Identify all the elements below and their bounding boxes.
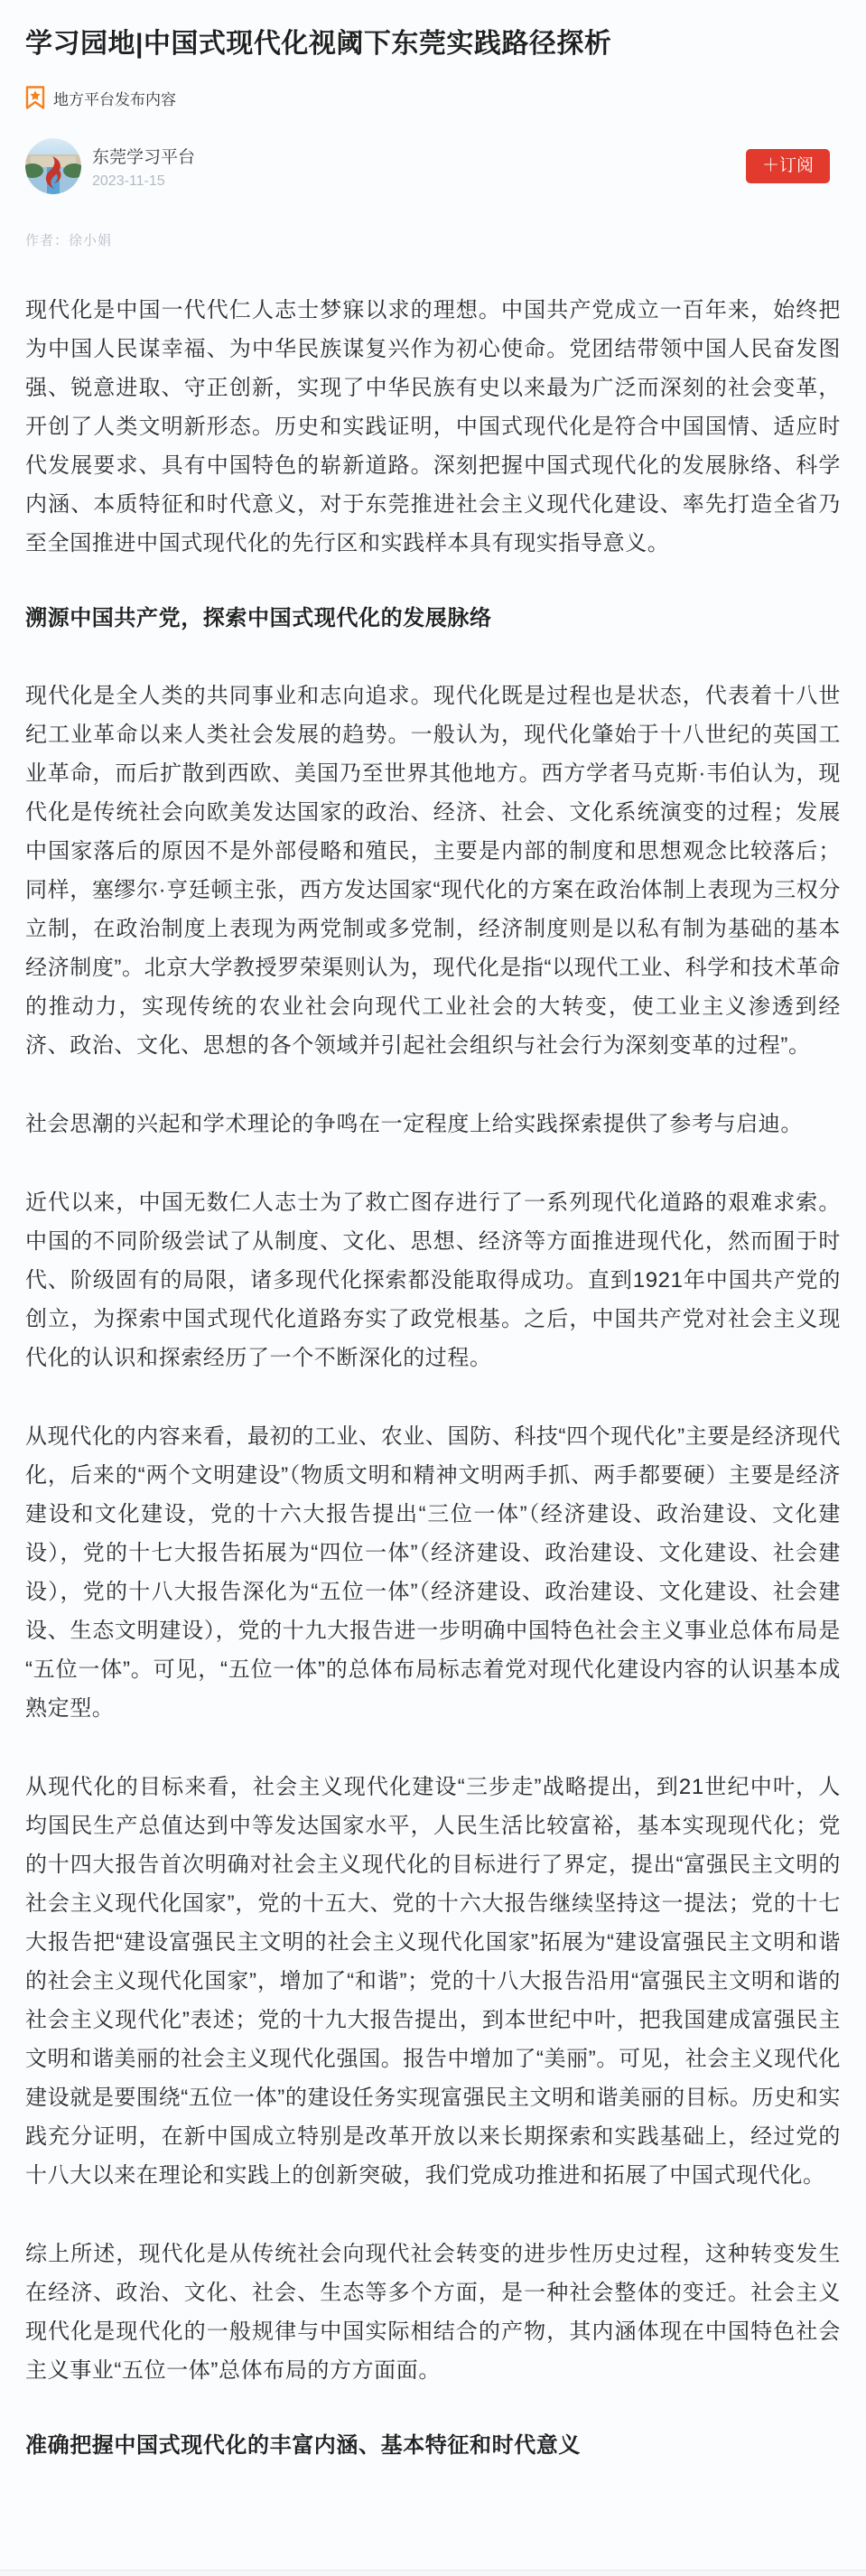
article-paragraph: 从现代化的内容来看，最初的工业、农业、国防、科技“四个现代化”主要是经济现代化，后来的“两个文明建设”（物质文明和精神文明两手抓、两手都要硬）主要是经济建设和文化建设，党的十六大报告提出“三位一体”（经济建设、政治建设、文化建设），党的十七大报告拓展为“四位一体”（经济建设、政治建设、文化建设、社会建设），党的十八大报告深化为“五位一体”（经济建设、政治建设、文化建设、社会建设、生态文明建设），党的十九大报告进一步明确中国特色社会主义事业总体布局是“五位一体”。可见，“五位一体”的总体布局标志着党对现代化建设内容的认识基本成熟定型。 bbox=[25, 1424, 841, 1721]
publisher-avatar[interactable] bbox=[25, 138, 81, 194]
publisher-meta bbox=[92, 144, 746, 190]
article-paragraph: 近代以来，中国无数仁人志士为了救亡图存进行了一系列现代化道路的艰难求索。中国的不同阶级尝试了从制度、文化、思想、经济等方面推进现代化，然而囿于时代、阶级固有的局限，诸多现代化探索都没能取得成功。直到1921年中国共产党的创立，为探索中国式现代化道路夯实了政党根基。之后，中国共产党对社会主义现代化的认识和探索经历了一个不断深化的过程。 bbox=[25, 1190, 841, 1370]
bookmark-star-icon bbox=[25, 86, 45, 109]
section-heading: 溯源中国共产党，探索中国式现代化的发展脉络 bbox=[25, 606, 492, 630]
article-paragraph: 综上所述，现代化是从传统社会向现代社会转变的进步性历史过程，这种转变发生在经济、政治、文化、社会、生态等多个方面，是一种社会整体的变迁。社会主义现代化是现代化的一般规律与中国实际相结合的产物，其内涵体现在中国特色社会主义事业“五位一体”总体布局的方方面面。 bbox=[25, 2242, 841, 2383]
article-paragraph: 现代化是全人类的共同事业和志向追求。现代化既是过程也是状态，代表着十八世纪工业革命以来人类社会发展的趋势。一般认为，现代化肇始于十八世纪的英国工业革命，而后扩散到西欧、美国乃至世界其他地方。西方学者马克斯·韦伯认为，现代化是传统社会向欧美发达国家的政治、经济、社会、文化系统演变的过程；发展中国家落后的原因不是外部侵略和殖民，主要是内部的制度和思想观念比较落后；同样，塞缪尔·亨廷顿主张，西方发达国家“现代化的方案在政治体制上表现为三权分立制，在政治制度上表现为两党制或多党制，经济制度则是以私有制为基础的基本经济制度”。北京大学教授罗荣渠则认为，现代化是指“以现代工业、科学和技术革命的推动力，实现传统的农业社会向现代工业社会的大转变，使工业主义渗透到经济、政治、文化、思想的各个领域并引起社会组织与社会行为深刻变革的过程”。 bbox=[25, 684, 842, 1058]
page-title: 学习园地|中国式现代化视阈下东莞实践路径探析 bbox=[25, 29, 612, 59]
article-paragraph: 现代化是中国一代代仁人志士梦寐以求的理想。中国共产党成立一百年来，始终把为中国人民谋幸福、为中华民族谋复兴作为初心使命。党团结带领中国人民奋发图强、锐意进取、守正创新，实现了中华民族有史以来最为广泛而深刻的社会变革，开创了人类文明新形态。历史和实践证明，中国式现代化是符合中国国情、适应时代发展要求、具有中国特色的崭新道路。深刻把握中国式现代化的发展脉络、科学内涵、本质特征和时代意义，对于东莞推进社会主义现代化建设、率先打造全省乃至全国推进中国式现代化的先行区和实践样本具有现实指导意义。 bbox=[25, 298, 841, 555]
section-heading: 准确把握中国式现代化的丰富内涵、基本特征和时代意义 bbox=[25, 2433, 581, 2458]
publisher-name[interactable]: 东莞学习平台 bbox=[92, 147, 196, 167]
bottom-divider bbox=[0, 2570, 866, 2576]
publisher-row bbox=[25, 138, 841, 194]
article-paragraph: 从现代化的目标来看，社会主义现代化建设“三步走”战略提出，到21世纪中叶，人均国民生产总值达到中等发达国家水平，人民生活比较富裕，基本实现现代化；党的十四大报告首次明确对社会主义现代化的目标进行了界定，提出“富强民主文明的社会主义现代化国家”，党的十五大、党的十六大报告继续坚持这一提法；党的十七大报告把“建设富强民主文明的社会主义现代化国家”拓展为“建设富强民主文明和谐的社会主义现代化国家”，增加了“和谐”；党的十八大报告沿用“富强民主文明和谐的社会主义现代化”表述；党的十九大报告提出，到本世纪中叶，把我国建成富强民主文明和谐美丽的社会主义现代化强国。报告中增加了“美丽”。可见，社会主义现代化建设就是要围绕“五位一体”的建设任务实现富强民主文明和谐美丽的目标。历史和实践充分证明，在新中国成立特别是改革开放以来长期探索和实践基础上，经过党的十八大以来在理论和实践上的创新突破，我们党成功推进和拓展了中国式现代化。 bbox=[25, 1775, 841, 2188]
badge-label: 地方平台发布内容 bbox=[53, 90, 176, 108]
content-badge bbox=[25, 86, 841, 109]
article-paragraph: 社会思潮的兴起和学术理论的争鸣在一定程度上给实践探索提供了参考与启迪。 bbox=[25, 1112, 803, 1136]
subscribe-button[interactable]: ＋订阅 bbox=[746, 149, 830, 183]
author-line: 作者：徐小娟 bbox=[25, 233, 113, 248]
article-body bbox=[25, 291, 841, 2462]
publish-date: 2023-11-15 bbox=[92, 173, 165, 189]
